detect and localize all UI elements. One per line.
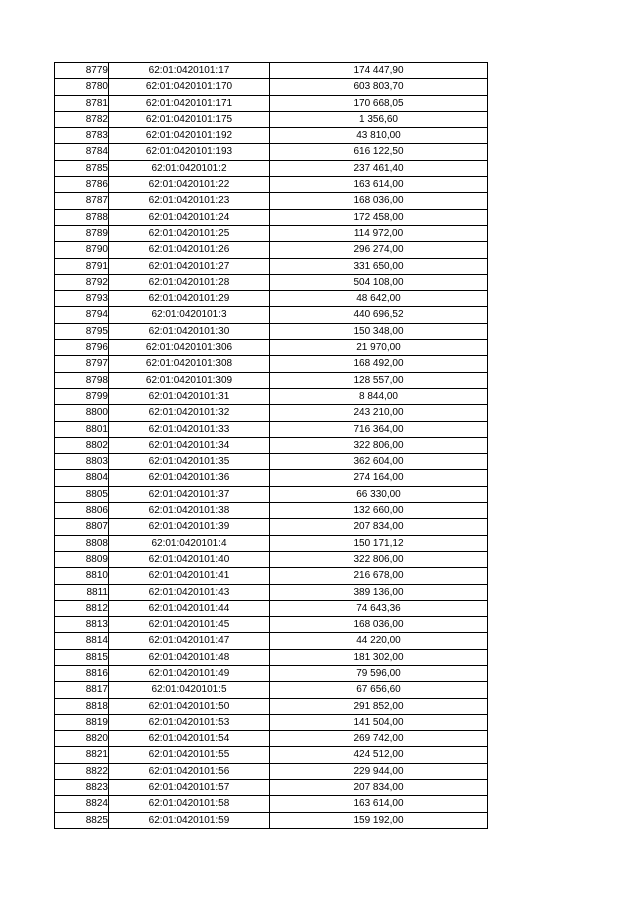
row-number-cell: 8820 <box>55 731 109 747</box>
row-number-cell: 8790 <box>55 242 109 258</box>
row-number-cell: 8794 <box>55 307 109 323</box>
table-row <box>55 274 488 290</box>
value-cell: 128 557,00 <box>270 372 488 388</box>
value-cell: 389 136,00 <box>270 584 488 600</box>
row-number-cell: 8781 <box>55 95 109 111</box>
value-cell: 181 302,00 <box>270 649 488 665</box>
row-number-cell: 8819 <box>55 714 109 730</box>
cadastral-number-cell: 62:01:0420101:27 <box>109 258 270 274</box>
value-cell: 150 348,00 <box>270 323 488 339</box>
table-row <box>55 340 488 356</box>
cadastral-number-cell: 62:01:0420101:40 <box>109 551 270 567</box>
value-cell: 616 122,50 <box>270 144 488 160</box>
row-number-cell: 8793 <box>55 291 109 307</box>
row-number-cell: 8786 <box>55 177 109 193</box>
table-row <box>55 177 488 193</box>
row-number-cell: 8804 <box>55 470 109 486</box>
row-number-cell: 8805 <box>55 486 109 502</box>
value-cell: 141 504,00 <box>270 714 488 730</box>
value-cell: 243 210,00 <box>270 405 488 421</box>
cadastral-number-cell: 62:01:0420101:309 <box>109 372 270 388</box>
table-row <box>55 568 488 584</box>
cadastral-number-cell: 62:01:0420101:45 <box>109 617 270 633</box>
table-row <box>55 111 488 127</box>
cadastral-number-cell: 62:01:0420101:3 <box>109 307 270 323</box>
cadastral-number-cell: 62:01:0420101:24 <box>109 209 270 225</box>
row-number-cell: 8782 <box>55 111 109 127</box>
cadastral-number-cell: 62:01:0420101:26 <box>109 242 270 258</box>
row-number-cell: 8806 <box>55 503 109 519</box>
table-row <box>55 291 488 307</box>
row-number-cell: 8810 <box>55 568 109 584</box>
row-number-cell: 8822 <box>55 763 109 779</box>
value-cell: 229 944,00 <box>270 763 488 779</box>
row-number-cell: 8789 <box>55 225 109 241</box>
table-row <box>55 780 488 796</box>
table-row <box>55 421 488 437</box>
value-cell: 331 650,00 <box>270 258 488 274</box>
row-number-cell: 8792 <box>55 274 109 290</box>
cadastral-number-cell: 62:01:0420101:192 <box>109 128 270 144</box>
row-number-cell: 8816 <box>55 665 109 681</box>
row-number-cell: 8823 <box>55 780 109 796</box>
cadastral-number-cell: 62:01:0420101:308 <box>109 356 270 372</box>
value-cell: 67 656,60 <box>270 682 488 698</box>
value-cell: 66 330,00 <box>270 486 488 502</box>
row-number-cell: 8811 <box>55 584 109 600</box>
cadastral-number-cell: 62:01:0420101:4 <box>109 535 270 551</box>
value-cell: 114 972,00 <box>270 225 488 241</box>
table-row <box>55 63 488 79</box>
table-row <box>55 617 488 633</box>
row-number-cell: 8815 <box>55 649 109 665</box>
row-number-cell: 8807 <box>55 519 109 535</box>
table-row <box>55 731 488 747</box>
row-number-cell: 8787 <box>55 193 109 209</box>
cadastral-number-cell: 62:01:0420101:28 <box>109 274 270 290</box>
row-number-cell: 8780 <box>55 79 109 95</box>
value-cell: 174 447,90 <box>270 63 488 79</box>
row-number-cell: 8817 <box>55 682 109 698</box>
table-row <box>55 160 488 176</box>
cadastral-number-cell: 62:01:0420101:193 <box>109 144 270 160</box>
table-row <box>55 144 488 160</box>
cadastral-number-cell: 62:01:0420101:37 <box>109 486 270 502</box>
row-number-cell: 8809 <box>55 551 109 567</box>
value-cell: 44 220,00 <box>270 633 488 649</box>
value-cell: 163 614,00 <box>270 177 488 193</box>
cadastral-number-cell: 62:01:0420101:44 <box>109 600 270 616</box>
value-cell: 237 461,40 <box>270 160 488 176</box>
value-cell: 440 696,52 <box>270 307 488 323</box>
value-cell: 74 643,36 <box>270 600 488 616</box>
table-row <box>55 225 488 241</box>
cadastral-number-cell: 62:01:0420101:306 <box>109 340 270 356</box>
row-number-cell: 8791 <box>55 258 109 274</box>
row-number-cell: 8796 <box>55 340 109 356</box>
cadastral-number-cell: 62:01:0420101:22 <box>109 177 270 193</box>
cadastral-number-cell: 62:01:0420101:54 <box>109 731 270 747</box>
table-row <box>55 470 488 486</box>
value-cell: 207 834,00 <box>270 780 488 796</box>
table-body <box>55 63 488 829</box>
table-row <box>55 682 488 698</box>
cadastral-number-cell: 62:01:0420101:57 <box>109 780 270 796</box>
value-cell: 296 274,00 <box>270 242 488 258</box>
table-row <box>55 242 488 258</box>
row-number-cell: 8798 <box>55 372 109 388</box>
cadastral-number-cell: 62:01:0420101:56 <box>109 763 270 779</box>
cadastral-number-cell: 62:01:0420101:59 <box>109 812 270 828</box>
row-number-cell: 8814 <box>55 633 109 649</box>
table-row <box>55 128 488 144</box>
row-number-cell: 8808 <box>55 535 109 551</box>
table-row <box>55 535 488 551</box>
table-row <box>55 307 488 323</box>
value-cell: 43 810,00 <box>270 128 488 144</box>
table-row <box>55 486 488 502</box>
value-cell: 48 642,00 <box>270 291 488 307</box>
row-number-cell: 8800 <box>55 405 109 421</box>
value-cell: 362 604,00 <box>270 454 488 470</box>
table-row <box>55 323 488 339</box>
table-row <box>55 405 488 421</box>
table-row <box>55 79 488 95</box>
row-number-cell: 8812 <box>55 600 109 616</box>
cadastral-number-cell: 62:01:0420101:29 <box>109 291 270 307</box>
value-cell: 172 458,00 <box>270 209 488 225</box>
table-row <box>55 437 488 453</box>
value-cell: 163 614,00 <box>270 796 488 812</box>
cadastral-number-cell: 62:01:0420101:175 <box>109 111 270 127</box>
cadastral-number-cell: 62:01:0420101:39 <box>109 519 270 535</box>
value-cell: 322 806,00 <box>270 551 488 567</box>
cadastral-number-cell: 62:01:0420101:49 <box>109 665 270 681</box>
cadastral-number-cell: 62:01:0420101:36 <box>109 470 270 486</box>
table-row <box>55 796 488 812</box>
table-row <box>55 388 488 404</box>
table-row <box>55 95 488 111</box>
cadastral-number-cell: 62:01:0420101:30 <box>109 323 270 339</box>
value-cell: 216 678,00 <box>270 568 488 584</box>
cadastral-number-cell: 62:01:0420101:23 <box>109 193 270 209</box>
cadastral-number-cell: 62:01:0420101:38 <box>109 503 270 519</box>
cadastral-number-cell: 62:01:0420101:170 <box>109 79 270 95</box>
value-cell: 207 834,00 <box>270 519 488 535</box>
table-row <box>55 356 488 372</box>
row-number-cell: 8799 <box>55 388 109 404</box>
table-row <box>55 812 488 828</box>
row-number-cell: 8803 <box>55 454 109 470</box>
table-row <box>55 633 488 649</box>
row-number-cell: 8784 <box>55 144 109 160</box>
value-cell: 322 806,00 <box>270 437 488 453</box>
value-cell: 168 036,00 <box>270 617 488 633</box>
table-row <box>55 503 488 519</box>
cadastral-number-cell: 62:01:0420101:47 <box>109 633 270 649</box>
row-number-cell: 8825 <box>55 812 109 828</box>
value-cell: 150 171,12 <box>270 535 488 551</box>
cadastral-number-cell: 62:01:0420101:33 <box>109 421 270 437</box>
row-number-cell: 8795 <box>55 323 109 339</box>
cadastral-number-cell: 62:01:0420101:50 <box>109 698 270 714</box>
cadastral-number-cell: 62:01:0420101:32 <box>109 405 270 421</box>
value-cell: 716 364,00 <box>270 421 488 437</box>
row-number-cell: 8801 <box>55 421 109 437</box>
value-cell: 168 036,00 <box>270 193 488 209</box>
row-number-cell: 8785 <box>55 160 109 176</box>
row-number-cell: 8797 <box>55 356 109 372</box>
cadastral-number-cell: 62:01:0420101:48 <box>109 649 270 665</box>
value-cell: 274 164,00 <box>270 470 488 486</box>
value-cell: 159 192,00 <box>270 812 488 828</box>
cadastral-number-cell: 62:01:0420101:43 <box>109 584 270 600</box>
value-cell: 79 596,00 <box>270 665 488 681</box>
cadastral-number-cell: 62:01:0420101:35 <box>109 454 270 470</box>
table-row <box>55 649 488 665</box>
row-number-cell: 8818 <box>55 698 109 714</box>
cadastral-number-cell: 62:01:0420101:58 <box>109 796 270 812</box>
cadastral-value-table <box>54 62 488 829</box>
value-cell: 1 356,60 <box>270 111 488 127</box>
table-row <box>55 193 488 209</box>
cadastral-number-cell: 62:01:0420101:2 <box>109 160 270 176</box>
row-number-cell: 8779 <box>55 63 109 79</box>
value-cell: 424 512,00 <box>270 747 488 763</box>
value-cell: 132 660,00 <box>270 503 488 519</box>
cadastral-number-cell: 62:01:0420101:55 <box>109 747 270 763</box>
table-row <box>55 258 488 274</box>
value-cell: 170 668,05 <box>270 95 488 111</box>
row-number-cell: 8802 <box>55 437 109 453</box>
row-number-cell: 8821 <box>55 747 109 763</box>
row-number-cell: 8783 <box>55 128 109 144</box>
table-row <box>55 372 488 388</box>
value-cell: 603 803,70 <box>270 79 488 95</box>
cadastral-number-cell: 62:01:0420101:17 <box>109 63 270 79</box>
table-row <box>55 714 488 730</box>
cadastral-number-cell: 62:01:0420101:34 <box>109 437 270 453</box>
value-cell: 504 108,00 <box>270 274 488 290</box>
row-number-cell: 8788 <box>55 209 109 225</box>
cadastral-number-cell: 62:01:0420101:53 <box>109 714 270 730</box>
table-row <box>55 454 488 470</box>
value-cell: 8 844,00 <box>270 388 488 404</box>
table-row <box>55 584 488 600</box>
table-row <box>55 665 488 681</box>
value-cell: 291 852,00 <box>270 698 488 714</box>
table-row <box>55 747 488 763</box>
cadastral-number-cell: 62:01:0420101:25 <box>109 225 270 241</box>
table-row <box>55 763 488 779</box>
table-row <box>55 600 488 616</box>
value-cell: 21 970,00 <box>270 340 488 356</box>
table-row <box>55 519 488 535</box>
table-row <box>55 209 488 225</box>
table-row <box>55 551 488 567</box>
value-cell: 269 742,00 <box>270 731 488 747</box>
cadastral-number-cell: 62:01:0420101:31 <box>109 388 270 404</box>
table-row <box>55 698 488 714</box>
cadastral-number-cell: 62:01:0420101:5 <box>109 682 270 698</box>
value-cell: 168 492,00 <box>270 356 488 372</box>
row-number-cell: 8824 <box>55 796 109 812</box>
row-number-cell: 8813 <box>55 617 109 633</box>
cadastral-number-cell: 62:01:0420101:41 <box>109 568 270 584</box>
cadastral-number-cell: 62:01:0420101:171 <box>109 95 270 111</box>
